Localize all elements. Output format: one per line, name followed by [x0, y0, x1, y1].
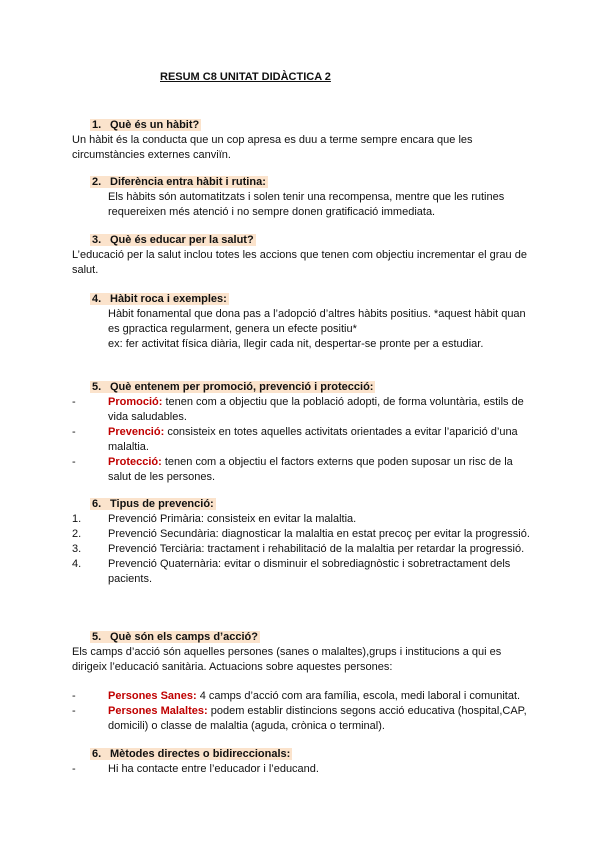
section-text: Hàbit fonamental que dona pas a l’adopció d’altres hàbits positius. *aquest hàbit quan es gpractica regularment, genera un efecte positiu*: [108, 308, 526, 335]
section-heading: 6. Mètodes directes o bidireccionals:: [92, 748, 291, 760]
list-item: - Protecció: tenen com a objectiu el factors externs que poden suposar un risc de la salut de les persones.: [72, 456, 513, 483]
section-heading: 3. Què és educar per la salut?: [92, 234, 254, 246]
section-heading: 4. Hàbit roca i exemples:: [92, 293, 227, 305]
page-title: RESUM C8 UNITAT DIDÀCTICA 2: [160, 71, 331, 83]
section-health-education: [72, 233, 532, 278]
list-item: - Promoció: tenen com a objectiu que la població adopti, de forma voluntària, estils de vida saludables.: [72, 396, 524, 423]
list-item: - Hi ha contacte entre l’educador i l’educand.: [72, 763, 319, 775]
section-heading: 1. Què és un hàbit?: [92, 119, 200, 131]
section-example: ex: fer activitat física diària, llegir cada nit, despertar-se pronte per a estudiar.: [108, 338, 484, 350]
section-text: L’educació per la salut inclou totes les accions que tenen com objectiu incrementar el grau de salut.: [72, 249, 527, 276]
section-what-is-habit: [72, 118, 532, 163]
list-item: 1. Prevenció Primària: consisteix en evitar la malaltia.: [72, 513, 357, 525]
section-heading: 5. Què són els camps d’acció?: [92, 631, 258, 643]
section-text: Un hàbit és la conducta que un cop apresa es duu a terme sempre encara que les circumstàncies externes canviïn.: [72, 134, 473, 161]
section-keystone-habit: [72, 292, 532, 352]
list-item: 3. Prevenció Terciària: tractament i rehabilitació de la malaltia per retardar la progressió.: [72, 543, 525, 555]
section-fields-of-action: [72, 630, 532, 734]
section-text: Els camps d’acció són aquelles persones (sanes o malaltes),grups i institucions a qui es dirigeix l’educació sanitària. Actuacions sobre aquestes persones:: [72, 646, 502, 673]
list-item: - Prevenció: consisteix en totes aquelles activitats orientades a evitar l’aparició d’una malaltia.: [72, 426, 518, 453]
section-heading: 5. Què entenem per promoció, prevenció i protecció:: [92, 381, 374, 393]
section-habit-vs-routine: [72, 175, 532, 220]
list-item: - Persones Malaltes: podem establir distincions segons acció educativa (hospital,CAP, domicili) o classe de malaltia (aguda, crònica o terminal).: [72, 705, 527, 732]
section-text: Els hàbits són automatitzats i solen tenir una recompensa, mentre que les rutines requereixen més atenció i no sempre donen gratificació immediata.: [108, 191, 505, 218]
section-promotion-prevention-protection: [72, 380, 532, 485]
section-heading: 2. Diferència entra hàbit i rutina:: [92, 176, 266, 188]
section-prevention-types: [72, 497, 532, 587]
section-direct-methods: [72, 747, 532, 777]
list-item: 2. Prevenció Secundària: diagnosticar la malaltia en estat precoç per evitar la progressió.: [72, 528, 530, 540]
list-item: 4. Prevenció Quaternària: evitar o disminuir el sobrediagnòstic i sobretractament dels pacients.: [72, 558, 511, 585]
list-item: - Persones Sanes: 4 camps d’acció com ara família, escola, medi laboral i comunitat.: [72, 690, 521, 702]
section-heading: 6. Tipus de prevenció:: [92, 498, 214, 510]
